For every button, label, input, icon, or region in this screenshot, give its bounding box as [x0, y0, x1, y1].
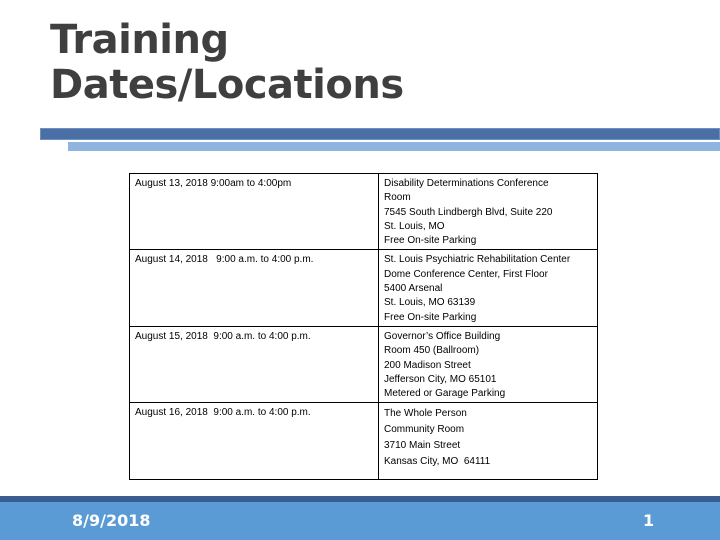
title-divider-light [68, 142, 720, 151]
location-line: Free On-site Parking [384, 311, 477, 323]
location-cell [379, 250, 598, 326]
location-line: Dome Conference Center, First Floor [384, 268, 548, 280]
location-cell [379, 403, 598, 480]
location-line: Jefferson City, MO 65101 [384, 373, 497, 385]
location-line: Governor’s Office Building [384, 330, 501, 342]
location-line: St. Louis, MO [384, 220, 445, 232]
location-cell [379, 174, 598, 250]
location-line: St. Louis, MO 63139 [384, 297, 476, 309]
location-line: Room [384, 192, 411, 204]
table-row [130, 326, 598, 402]
location-line: 7545 South Lindbergh Blvd, Suite 220 [384, 206, 553, 218]
date-cell: August 15, 2018 9:00 a.m. to 4:00 p.m. [130, 326, 379, 402]
table-row [130, 174, 598, 250]
location-line: The Whole Person [384, 408, 467, 420]
location-line: Metered or Garage Parking [384, 388, 506, 400]
title-divider-dark [40, 128, 720, 140]
date-cell: August 13, 2018 9:00am to 4:00pm [130, 174, 379, 250]
location-line: St. Louis Psychiatric Rehabilitation Center [384, 254, 571, 266]
training-schedule-table [129, 173, 598, 480]
location-cell [379, 326, 598, 402]
location-line: Room 450 (Ballroom) [384, 345, 480, 357]
location-line: 200 Madison Street [384, 359, 471, 371]
slide-number: 1 [643, 511, 655, 530]
slide-title-line: Training [50, 17, 229, 63]
location-line: 3710 Main Street [384, 440, 461, 452]
location-line: Free On-site Parking [384, 235, 477, 247]
footer-date: 8/9/2018 [72, 511, 151, 530]
slide-title-line: Dates/Locations [50, 62, 404, 108]
table-row [130, 403, 598, 480]
date-cell: August 16, 2018 9:00 a.m. to 4:00 p.m. [130, 403, 379, 480]
location-line: 5400 Arsenal [384, 283, 443, 295]
date-cell: August 14, 2018 9:00 a.m. to 4:00 p.m. [130, 250, 379, 326]
location-line: Kansas City, MO 64111 [384, 456, 491, 468]
location-line: Community Room [384, 424, 465, 436]
slide-title [50, 18, 670, 108]
location-line: Disability Determinations Conference [384, 178, 549, 189]
table-row [130, 250, 598, 326]
